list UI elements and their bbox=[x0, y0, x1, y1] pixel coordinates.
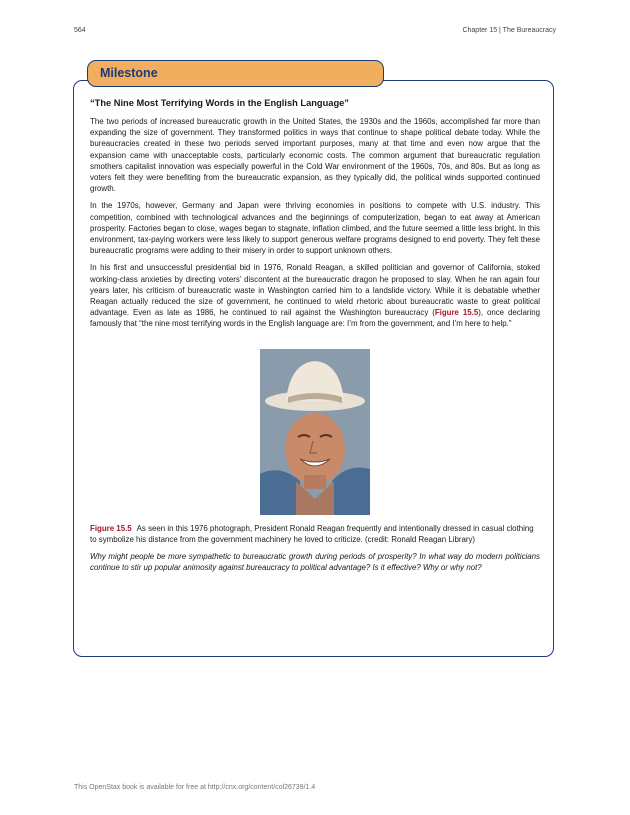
footer-note: This OpenStax book is available for free at http://cnx.org/content/col26739/1.4 bbox=[74, 784, 316, 791]
paragraph-3 bbox=[90, 262, 540, 329]
page-number: 564 bbox=[74, 27, 86, 34]
reagan-photo bbox=[260, 349, 370, 515]
paragraph-2: In the 1970s, however, Germany and Japan were thriving economies in positions to compete with U.S. industry. This competition, combined with technological advances and the beginnings of computerization, began to eat away at American prosperity. Factories began to close, wages began to stagnate, inflation climbed, and the future seemed a little less bright. In this environment, tax-paying workers were less likely to support generous welfare programs designed to end poverty. They felt these bureaucratic programs were adding to their misery in order to support unknown others. bbox=[90, 201, 540, 256]
figure-link[interactable]: Figure 15.5 bbox=[434, 308, 479, 318]
paragraph-3-text-after: ), once declaring famously that “the nine most terrifying words in the English language are: I’m from the government, and I’m here to help.” bbox=[90, 308, 540, 329]
milestone-content bbox=[90, 97, 540, 579]
figure-caption-label: Figure 15.5 bbox=[90, 523, 132, 533]
figure-caption bbox=[90, 523, 540, 545]
paragraph-3-text-before: In his first and unsuccessful presidential bid in 1976, Ronald Reagan, a skilled politician and governor of California, stoked working-class anxieties by directing voters’ discontent at the bureaucratic dragon he proposed to slay. When he ran again four years later, his criticism of bureaucratic waste in Washington carried him to a landslide victory. While it is debatable whether Reagan actually reduced the size of government, he continued to wield rhetoric about bureaucratic waste to great political advantage. Even as late as 1986, he continued to rail against the Washington bureaucracy ( bbox=[90, 263, 540, 318]
reagan-portrait-illustration bbox=[260, 349, 370, 515]
figure-caption-text: As seen in this 1976 photograph, President Ronald Reagan frequently and intentionally dressed in casual clothing to symbolize his distance from the government machinery he loved to criticize. (credit: Ronald Reagan Library) bbox=[90, 523, 534, 544]
milestone-tab-label: Milestone bbox=[100, 66, 158, 80]
milestone-title: “The Nine Most Terrifying Words in the English Language” bbox=[90, 98, 349, 108]
milestone-tab bbox=[87, 60, 384, 87]
paragraph-1: The two periods of increased bureaucratic growth in the United States, the 1930s and the 1960s, accomplished far more than expanding the size of government. They transformed politics in ways that continue to shape political debate today. While the bureaucracies created in these two periods served important purposes, many at that time and even now argue that the expansion came with unacceptable costs, particularly economic costs. The common argument that bureaucratic regulation smothers capitalist innovation was especially powerful in the Cold War environment of the 1960s, 70s, and 80s. But as long as voters felt they were benefiting from the bureaucratic expansion, as they typically did, the political winds supported continued growth. bbox=[90, 117, 540, 194]
chapter-header: Chapter 15 | The Bureaucracy bbox=[462, 27, 556, 34]
discussion-question: Why might people be more sympathetic to bureaucratic growth during periods of prosperity? In what way do modern politicians continue to stir up popular animosity against bureaucracy to political advantage? Is it effective? Why or why not? bbox=[90, 551, 540, 572]
